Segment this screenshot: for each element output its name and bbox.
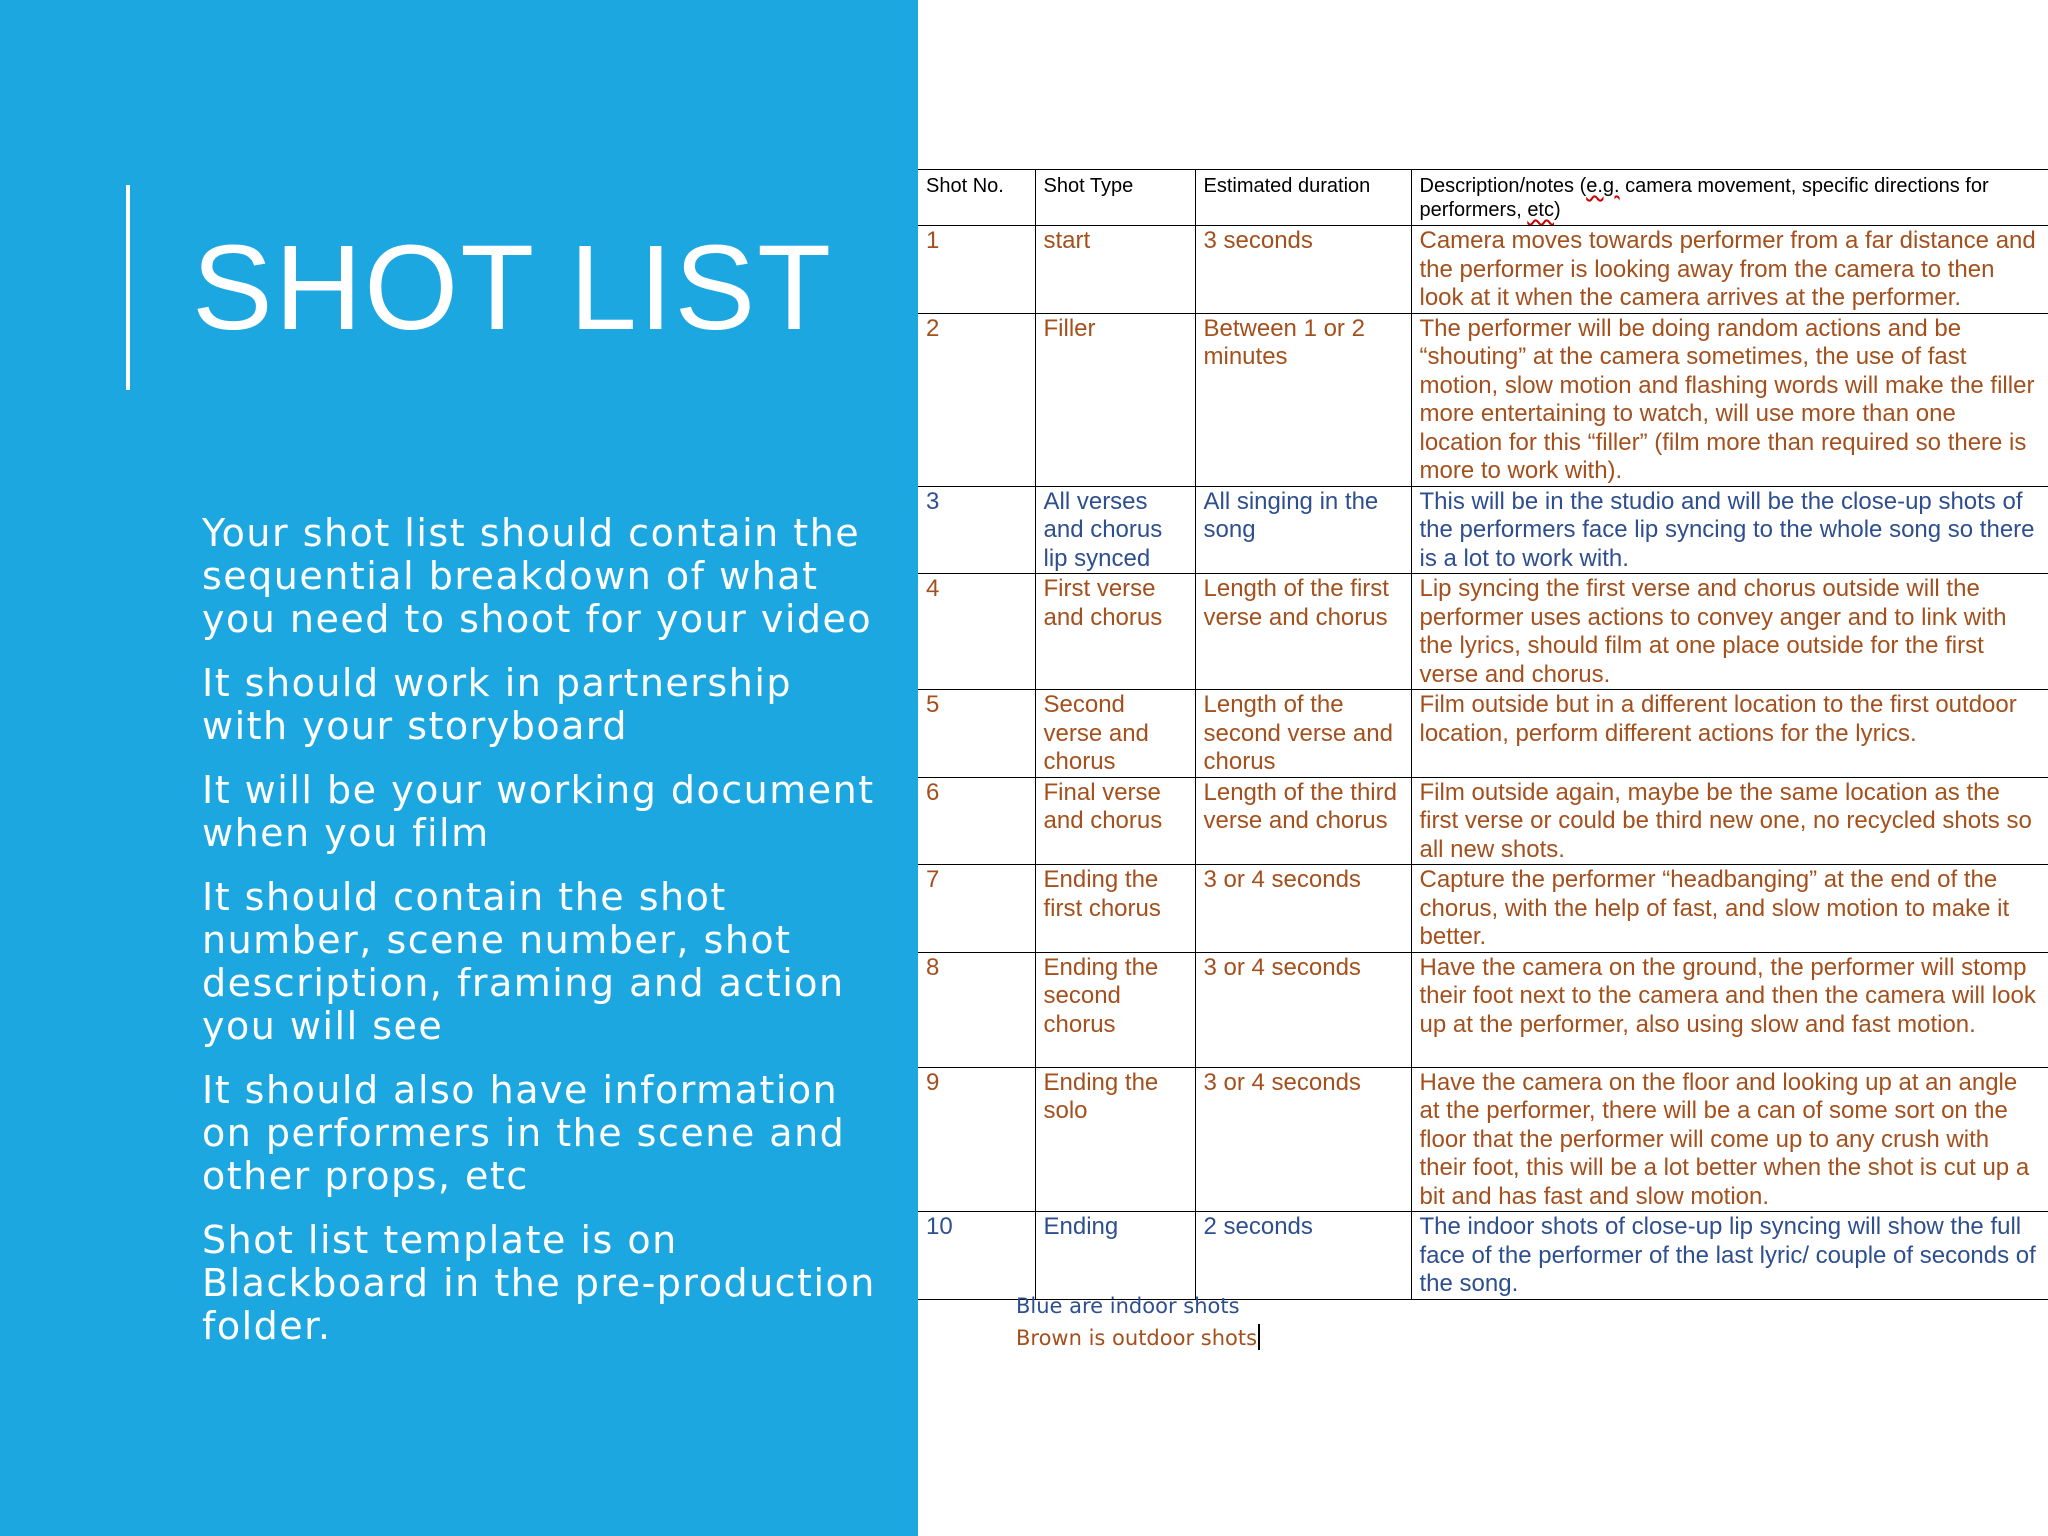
bullet-item: Shot list template is on Blackboard in the pre-production folder. [202,1218,876,1348]
bullet-list [202,512,882,1369]
bullet-item: It should work in partnership with your storyboard [202,661,792,748]
legend-outdoor [1016,1322,1260,1354]
cell-duration: Length of the third verse and chorus [1195,777,1411,865]
header-shot-no: Shot No. [918,170,1035,226]
bullet-item: It should contain the shot number, scene number, shot description, framing and action you will see [202,875,845,1048]
table-row [918,952,2048,1067]
cell-duration: Length of the first verse and chorus [1195,574,1411,690]
bullet-item: Your shot list should contain the sequential breakdown of what you need to shoot for your video [202,511,873,641]
cell-duration: 3 or 4 seconds [1195,865,1411,953]
table-row [918,313,2048,486]
table-row [918,226,2048,314]
table-row [918,574,2048,690]
left-panel [0,0,918,1536]
legend-indoor: Blue are indoor shots [1016,1294,1240,1318]
shot-list-table [918,169,2048,1300]
header-duration: Estimated duration [1195,170,1411,226]
cell-description: This will be in the studio and will be the close-up shots of the performers face lip syncing to the whole song so there is a lot to work with. [1411,486,2048,574]
bullet-item: It will be your working document when you film [202,768,875,855]
cell-shot-no: 3 [918,486,1035,574]
bullet-item: It should also have information on performers in the scene and other props, etc [202,1068,846,1198]
cell-duration: 2 seconds [1195,1212,1411,1300]
cell-shot-no: 9 [918,1067,1035,1212]
cell-shot-type: Final verse and chorus [1035,777,1195,865]
cell-description: Capture the performer “headbanging” at the end of the chorus, with the help of fast, and slow motion to make it better. [1411,865,2048,953]
cell-duration: 3 or 4 seconds [1195,1067,1411,1212]
cell-duration: Between 1 or 2 minutes [1195,313,1411,486]
table-header-row [918,170,2048,226]
cell-shot-no: 4 [918,574,1035,690]
cell-shot-no: 6 [918,777,1035,865]
cell-description: Have the camera on the floor and looking up at an angle at the performer, there will be a can of some sort on the floor that the performer will come up to any crush with their foot, this will be a lot better when the shot is cut up a bit and has fast and slow motion. [1411,1067,2048,1212]
cell-description: Film outside but in a different location to the first outdoor location, perform different actions for the lyrics. [1411,690,2048,778]
cell-shot-no: 8 [918,952,1035,1067]
cell-shot-type: start [1035,226,1195,314]
cell-shot-type: Ending the solo [1035,1067,1195,1212]
cell-duration: Length of the second verse and chorus [1195,690,1411,778]
cell-shot-type: Ending the first chorus [1035,865,1195,953]
cell-description: The indoor shots of close-up lip syncing will show the full face of the performer of the last lyric/ couple of seconds of the song. [1411,1212,2048,1300]
cell-duration: All singing in the song [1195,486,1411,574]
cell-shot-type: All verses and chorus lip synced [1035,486,1195,574]
table-row [918,690,2048,778]
table-row [918,486,2048,574]
color-legend [1016,1290,1260,1354]
title-accent-bar [126,185,130,390]
slide-title: SHOT LIST [192,219,834,355]
header-shot-type: Shot Type [1035,170,1195,226]
legend-outdoor-text: Brown is outdoor shots [1016,1326,1258,1350]
cell-shot-no: 10 [918,1212,1035,1300]
table-row [918,865,2048,953]
cell-shot-no: 1 [918,226,1035,314]
header-desc-suffix: ) [1554,199,1561,221]
header-description [1411,170,2048,226]
cell-description: Have the camera on the ground, the performer will stomp their foot next to the camera and then the camera will look up at the performer, also using slow and fast motion. [1411,952,2048,1067]
cell-shot-no: 5 [918,690,1035,778]
cell-duration: 3 seconds [1195,226,1411,314]
cell-shot-no: 7 [918,865,1035,953]
cell-shot-no: 2 [918,313,1035,486]
header-desc-prefix: Description/notes ( [1419,175,1587,197]
header-desc-etc: etc [1527,199,1554,221]
cell-description: The performer will be doing random actions and be “shouting” at the camera sometimes, the use of fast motion, slow motion and flashing words will make the filler more entertaining to watch, will use more than one location for this “filler” (film more than required so there is more to work with). [1411,313,2048,486]
text-cursor [1258,1324,1260,1350]
cell-duration: 3 or 4 seconds [1195,952,1411,1067]
cell-description: Film outside again, maybe be the same location as the first verse or could be third new one, no recycled shots so all new shots. [1411,777,2048,865]
table-row [918,1067,2048,1212]
cell-shot-type: Ending the second chorus [1035,952,1195,1067]
cell-shot-type: First verse and chorus [1035,574,1195,690]
cell-shot-type: Filler [1035,313,1195,486]
header-desc-eg: e.g. [1586,175,1620,197]
cell-shot-type: Second verse and chorus [1035,690,1195,778]
cell-description: Lip syncing the first verse and chorus outside will the performer uses actions to convey anger and to link with the lyrics, should film at one place outside for the first verse and chorus. [1411,574,2048,690]
shot-list-document [918,169,2048,1300]
table-row [918,777,2048,865]
table-row [918,1212,2048,1300]
cell-description: Camera moves towards performer from a far distance and the performer is looking away from the camera to then look at it when the camera arrives at the performer. [1411,226,2048,314]
header-desc-mid: camera movement, specific directions for performers, [1419,175,1989,221]
cell-shot-type: Ending [1035,1212,1195,1300]
